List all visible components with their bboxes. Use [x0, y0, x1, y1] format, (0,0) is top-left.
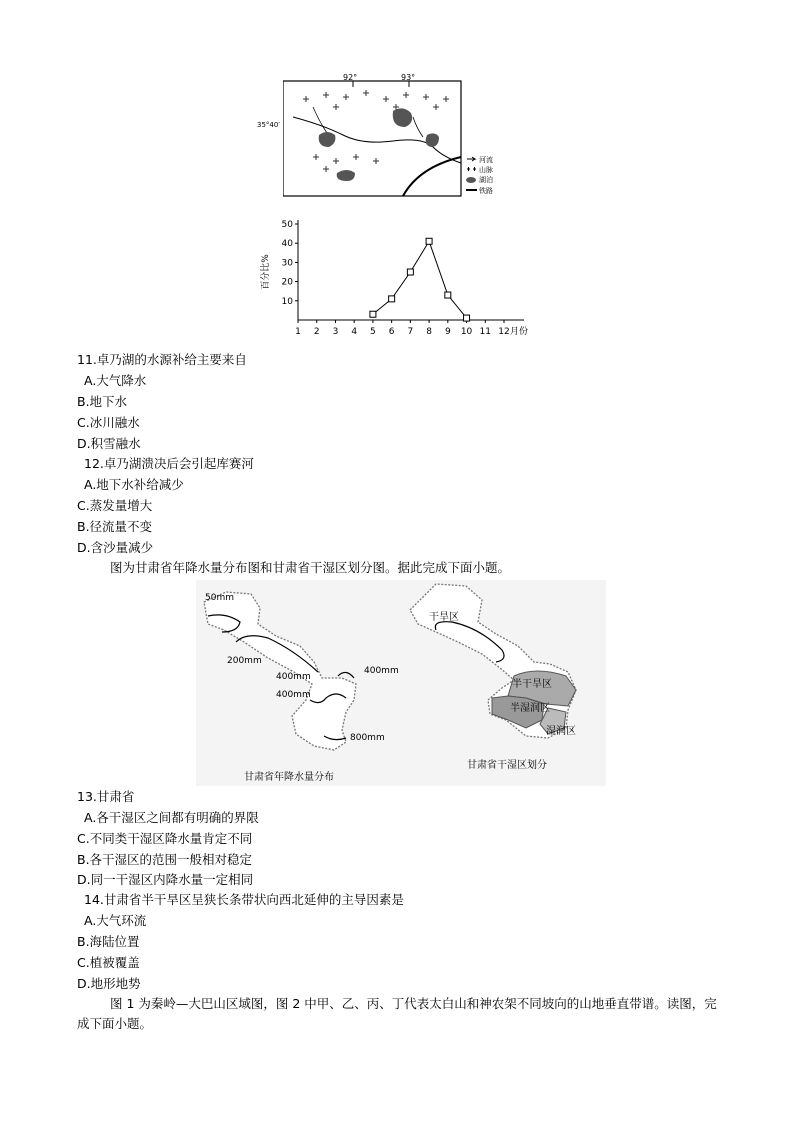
x-tick-label: 1 — [295, 327, 301, 337]
x-tick-label: 12 — [498, 327, 510, 337]
caption-precipitation: 甘肃省年降水量分布 — [244, 772, 334, 783]
iso-50mm: 50mm — [205, 593, 234, 603]
legend-mountain: 山脉 — [479, 166, 493, 174]
x-tick-label: 8 — [426, 327, 432, 337]
caption-zones: 甘肃省干湿区划分 — [467, 760, 547, 771]
data-point — [426, 238, 432, 244]
x-tick-label: 5 — [370, 327, 376, 337]
y-tick-label: 50 — [281, 220, 293, 230]
q13-stem: 13.甘肃省 — [77, 789, 135, 804]
q12-option-c[interactable]: C.蒸发量增大 — [77, 498, 153, 513]
legend-lake: 湖泊 — [479, 176, 493, 184]
q12-stem: 12.卓乃湖溃决后会引起库赛河 — [84, 456, 254, 471]
x-tick-label: 10 — [460, 327, 473, 337]
zone-semi-arid: 半干旱区 — [512, 679, 552, 690]
data-point — [464, 315, 470, 321]
monthly-chart — [256, 214, 546, 340]
data-point — [389, 296, 395, 302]
x-tick-label: 6 — [388, 327, 395, 337]
iso-400mm-c: 400mm — [364, 666, 399, 676]
q11-option-c[interactable]: C.冰川融水 — [77, 415, 140, 430]
q14-option-c[interactable]: C.植被覆盖 — [77, 955, 140, 970]
lon-label-93: 93° — [401, 73, 416, 82]
y-tick-label: 10 — [281, 296, 293, 307]
legend-railway: 铁路 — [479, 187, 493, 195]
q12-option-d[interactable]: D.含沙量减少 — [77, 540, 154, 555]
data-point — [407, 269, 413, 275]
monthly-chart-svg — [256, 214, 546, 340]
series-line — [373, 241, 467, 318]
legend-river: 河流 — [479, 156, 493, 164]
zone-arid: 干旱区 — [429, 612, 459, 623]
x-tick-label: 2 — [313, 327, 320, 337]
q12-option-b[interactable]: B.径流量不变 — [77, 519, 153, 534]
q13-option-d[interactable]: D.同一干湿区内降水量一定相同 — [77, 872, 254, 887]
q14-option-b[interactable]: B.海陆位置 — [77, 934, 140, 949]
zone-semi-humid: 半湿润区 — [510, 703, 550, 714]
q14-option-d[interactable]: D.地形地势 — [77, 976, 141, 991]
q11-option-b[interactable]: B.地下水 — [77, 394, 128, 409]
iso-800mm: 800mm — [350, 733, 385, 743]
x-tick-label: 7 — [407, 327, 414, 337]
q13-option-c[interactable]: C.不同类干湿区降水量肯定不同 — [77, 831, 253, 846]
data-point — [445, 292, 451, 298]
q13-option-a[interactable]: A.各干湿区之间都有明确的界限 — [84, 810, 259, 825]
iso-200mm: 200mm — [227, 656, 262, 666]
x-tick-label: 11 — [479, 327, 491, 337]
lat-label: 35°40′ — [257, 121, 280, 129]
intro-qinling: 图 1 为秦岭—大巴山区域图，图 2 中甲、乙、丙、丁代表太白山和神农架不同坡向的山地垂直带谱。读图，完成下面小题。 — [77, 996, 717, 1031]
x-tick-label: 3 — [332, 327, 339, 337]
y-tick-label: 40 — [281, 239, 293, 250]
intro-gansu: 图为甘肃省年降水量分布图和甘肃省干湿区划分图。据此完成下面小题。 — [110, 560, 511, 575]
y-tick-label: 20 — [281, 277, 293, 288]
lon-label-92: 92° — [343, 73, 358, 82]
q11-stem: 11.卓乃湖的水源补给主要来自 — [77, 352, 247, 367]
q11-option-d[interactable]: D.积雪融水 — [77, 436, 141, 451]
q11-option-a[interactable]: A.大气降水 — [84, 373, 147, 388]
x-axis-label: 月份 — [510, 327, 529, 337]
q12-option-a[interactable]: A.地下水补给减少 — [84, 477, 184, 492]
data-point — [370, 311, 376, 317]
iso-400mm-a: 400mm — [276, 672, 311, 682]
q14-stem: 14.甘肃省半干旱区呈狭长条带状向西北延伸的主导因素是 — [84, 892, 404, 907]
iso-400mm-b: 400mm — [276, 690, 311, 700]
zhuonai-map — [257, 73, 539, 201]
q14-option-a[interactable]: A.大气环流 — [84, 913, 147, 928]
y-tick-label: 30 — [281, 258, 293, 269]
x-tick-label: 9 — [444, 327, 451, 337]
gansu-maps — [196, 580, 606, 786]
y-axis-label: 百分比% — [261, 254, 271, 290]
x-tick-label: 4 — [351, 327, 358, 337]
zone-humid: 湿润区 — [546, 726, 576, 737]
q13-option-b[interactable]: B.各干湿区的范围一般相对稳定 — [77, 852, 253, 867]
